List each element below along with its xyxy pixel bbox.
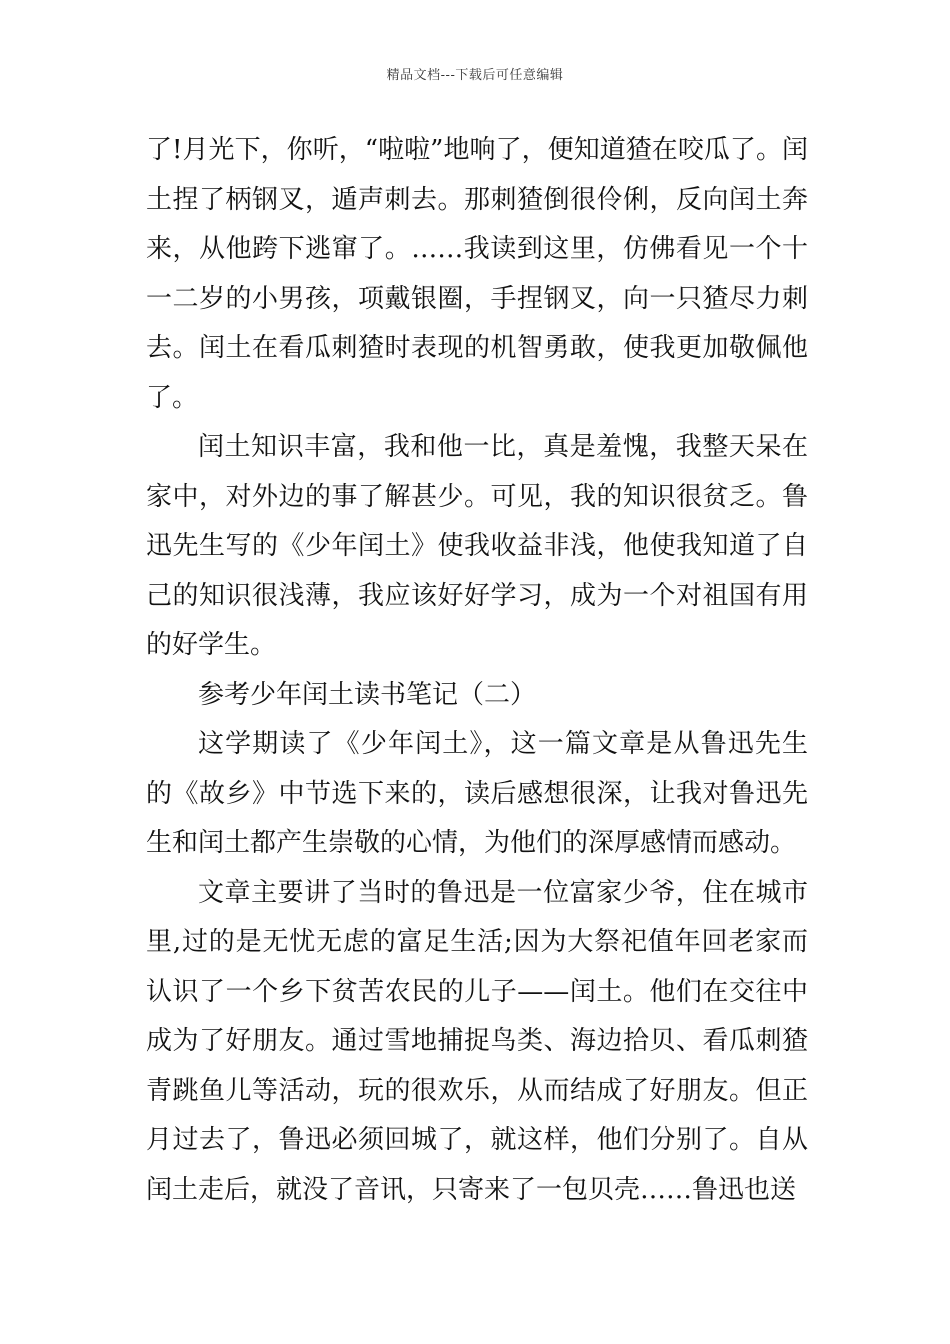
paragraph: 闰土知识丰富，我和他一比，真是羞愧，我整天呆在家中，对外边的事了解甚少。可见，我的知识很贫乏。鲁迅先生写的《少年闰土》使我收益非浅，他使我知道了自己的知识很浅薄，我应该好好学习，成为一个对祖国有用的好学生。	[146, 432, 808, 660]
paragraph: 这学期读了《少年闰土》，这一篇文章是从鲁迅先生的《故乡》中节选下来的，读后感想很深，让我对鲁迅先生和闰土都产生崇敬的心情，为他们的深厚感情而感动。	[146, 729, 808, 858]
document-body	[146, 126, 808, 1215]
section-heading: 参考少年闰土读书笔记（二）	[198, 679, 537, 710]
page-header: 精品文档---下载后可任意编辑	[386, 68, 564, 83]
paragraph-continuation: 了!月光下，你听，“啦啦”地响了，便知道猹在咬瓜了。闰土捏了柄钢叉，遁声刺去。那刺猹倒很伶俐，反向闰土奔来，从他跨下逃窜了。……我读到这里，仿佛看见一个十一二岁的小男孩，项戴银圈，手捏钢叉，向一只猹尽力刺去。闰土在看瓜刺猹时表现的机智勇敢，使我更加敬佩他了。	[146, 135, 808, 413]
paragraph: 文章主要讲了当时的鲁迅是一位富家少爷，住在城市里,过的是无忧无虑的富足生活;因为大祭祀值年回老家而认识了一个乡下贫苦农民的儿子——闰土。他们在交往中成为了好朋友。通过雪地捕捉鸟类、海边拾贝、看瓜刺猹青跳鱼儿等活动，玩的很欢乐，从而结成了好朋友。但正月过去了，鲁迅必须回城了，就这样，他们分别了。自从闰土走后，就没了音讯，只寄来了一包贝壳……鲁迅也送	[146, 877, 808, 1205]
